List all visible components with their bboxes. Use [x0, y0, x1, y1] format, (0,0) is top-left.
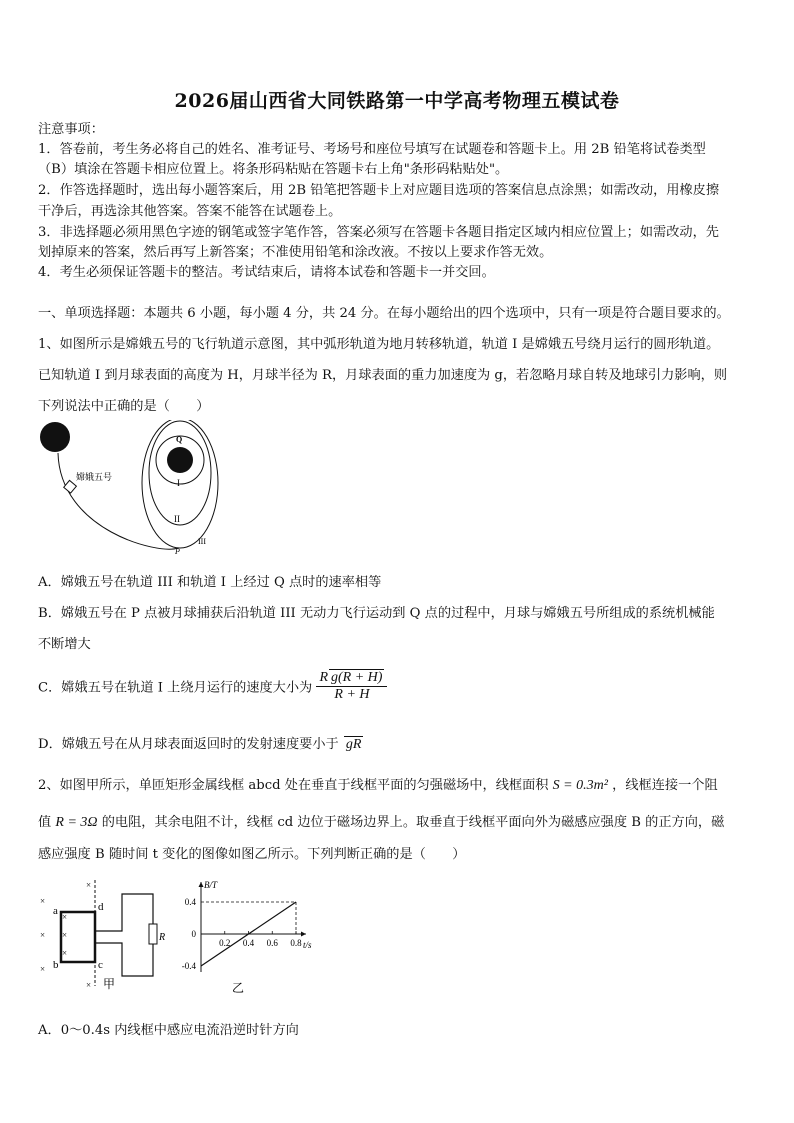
craft-label: 嫦娥五号 [76, 472, 113, 482]
external-wire [95, 894, 153, 976]
section-heading: 一、单项选择题：本题共 6 小题，每小题 4 分，共 24 分。在每小题给出的四个选项中，只有一项是符合题目要求的。 [38, 306, 730, 321]
option-b-cont: 不断增大 [38, 637, 91, 652]
notice-heading: 注意事项： [38, 122, 104, 137]
y-axis-label: B/T [204, 880, 218, 890]
label-p: P [175, 547, 180, 556]
option-a: A．嫦娥五号在轨道 III 和轨道 I 上经过 Q 点时的速率相等 [38, 575, 382, 590]
field-cross: × [62, 948, 68, 958]
moon-shape [167, 447, 193, 473]
field-cross: × [62, 930, 68, 940]
q2-text: ，线框连接一个阻 [612, 778, 718, 793]
x-tick-label: 0.4 [242, 938, 255, 948]
label-r: R [159, 932, 166, 943]
x-tick-label: 0.8 [290, 938, 302, 948]
notice-line: 干净后，再选涂其他答案。答案不能答在试题卷上。 [38, 204, 342, 219]
field-cross: × [86, 980, 92, 990]
notice-line: 3．非选择题必须用黑色字迹的钢笔或签字笔作答，答案必须写在答题卡各题目指定区域内相应位置上；如需改动，先 [38, 225, 719, 240]
spacecraft-icon [64, 480, 77, 493]
notice-line: 2．作答选择题时，选出每小题答案后，用 2B 铅笔把答题卡上对应题目选项的答案信息点涂黑；如需改动，用橡皮擦 [38, 183, 720, 198]
option-d [38, 733, 363, 753]
circuit-diagram [36, 876, 166, 991]
label-ii: II [174, 514, 180, 524]
option-c [38, 669, 387, 703]
page-title: 2026届山西省大同铁路第一中学高考物理五模试卷 [174, 90, 620, 112]
transfer-orbit [58, 453, 178, 549]
earth-shape [40, 422, 70, 452]
chart-caption: 乙 [232, 981, 245, 995]
y-tick-label: -0.4 [181, 961, 196, 971]
notice-line: 4．考生必须保证答题卡的整洁。考试结束后，请将本试卷和答题卡一并交回。 [38, 265, 495, 280]
resistor [149, 924, 157, 944]
chart-plot [182, 880, 312, 972]
option-c-formula [316, 669, 387, 703]
q2-option-a: A．0～0.4s 内线框中感应电流沿逆时针方向 [38, 1023, 299, 1038]
label-iii: III [198, 537, 206, 546]
label-d: d [98, 901, 104, 913]
q2-text: 的电阻，其余电阻不计，线框 cd 边位于磁场边界上。取垂直于线框平面向外为磁感应强度 B 的正方向，磁 [101, 815, 725, 830]
option-b: B．嫦娥五号在 P 点被月球捕获后沿轨道 III 无动力飞行运动到 Q 点的过程中，月球与嫦娥五号所组成的系统机械能 [38, 606, 715, 621]
field-cross: × [40, 896, 46, 906]
formula-r: R [319, 670, 329, 685]
x-tick-label: 0.6 [266, 938, 278, 948]
question-2-line [38, 811, 724, 831]
q2-formula-r: R = 3Ω [55, 815, 98, 830]
question-2-line: 感应强度 B 随时间 t 变化的图像如图乙所示。下列判断正确的是（ ） [38, 847, 466, 862]
question-2-line [38, 774, 718, 794]
option-d-text: D．嫦娥五号在从月球表面返回时的发射速度要小于 [38, 737, 339, 752]
option-d-sqrt: gR [345, 737, 362, 752]
caption-jia: 甲 [103, 977, 116, 991]
question-1-line: 已知轨道 I 到月球表面的高度为 H，月球半径为 R，月球表面的重力加速度为 g，若忽略月球自转及地球引力影响，则 [38, 368, 728, 383]
x-tick-label: 0.2 [219, 938, 231, 948]
q2-text: 值 [38, 815, 52, 830]
field-cross: × [86, 880, 92, 890]
x-axis-arrow [301, 932, 306, 937]
label-q: Q [176, 435, 183, 444]
field-cross: × [62, 912, 68, 922]
y-axis-arrow [199, 882, 204, 887]
label-i: I [177, 478, 180, 488]
formula-den: R + H [334, 687, 370, 702]
question-1-line: 1、如图所示是嫦娥五号的飞行轨道示意图，其中弧形轨道为地月转移轨道，轨道 I 是嫦娥五号绕月运行的圆形轨道。 [38, 337, 720, 352]
formula-sqrt: g(R + H) [331, 670, 383, 685]
label-a: a [53, 905, 58, 917]
option-c-text: C．嫦娥五号在轨道 I 上绕月运行的速度大小为 [38, 680, 313, 696]
y-tick-label: 0.4 [184, 897, 196, 907]
label-c: c [98, 959, 103, 971]
q2-formula-s: S = 0.3m² [552, 778, 608, 793]
field-cross: × [40, 964, 46, 974]
bt-chart [166, 876, 326, 996]
x-axis-label: t/s [303, 940, 312, 950]
q2-text: 2、如图甲所示，单匝矩形金属线框 abcd 处在垂直于线框平面的匀强磁场中，线框面积 [38, 778, 549, 793]
notice-line: （B）填涂在答题卡相应位置上。将条形码粘贴在答题卡右上角"条形码粘贴处"。 [38, 162, 509, 177]
orbit-diagram [38, 420, 228, 560]
y-tick-label: 0 [191, 929, 196, 939]
field-cross: × [40, 930, 46, 940]
question-1-line: 下列说法中正确的是（ ） [38, 399, 210, 414]
notice-line: 1．答卷前，考生务必将自己的姓名、准考证号、考场号和座位号填写在试题卷和答题卡上。用 2B 铅笔将试卷类型 [38, 142, 706, 157]
label-b: b [53, 959, 59, 971]
notice-line: 划掉原来的答案，然后再写上新答案；不准使用铅笔和涂改液。不按以上要求作答无效。 [38, 245, 553, 260]
